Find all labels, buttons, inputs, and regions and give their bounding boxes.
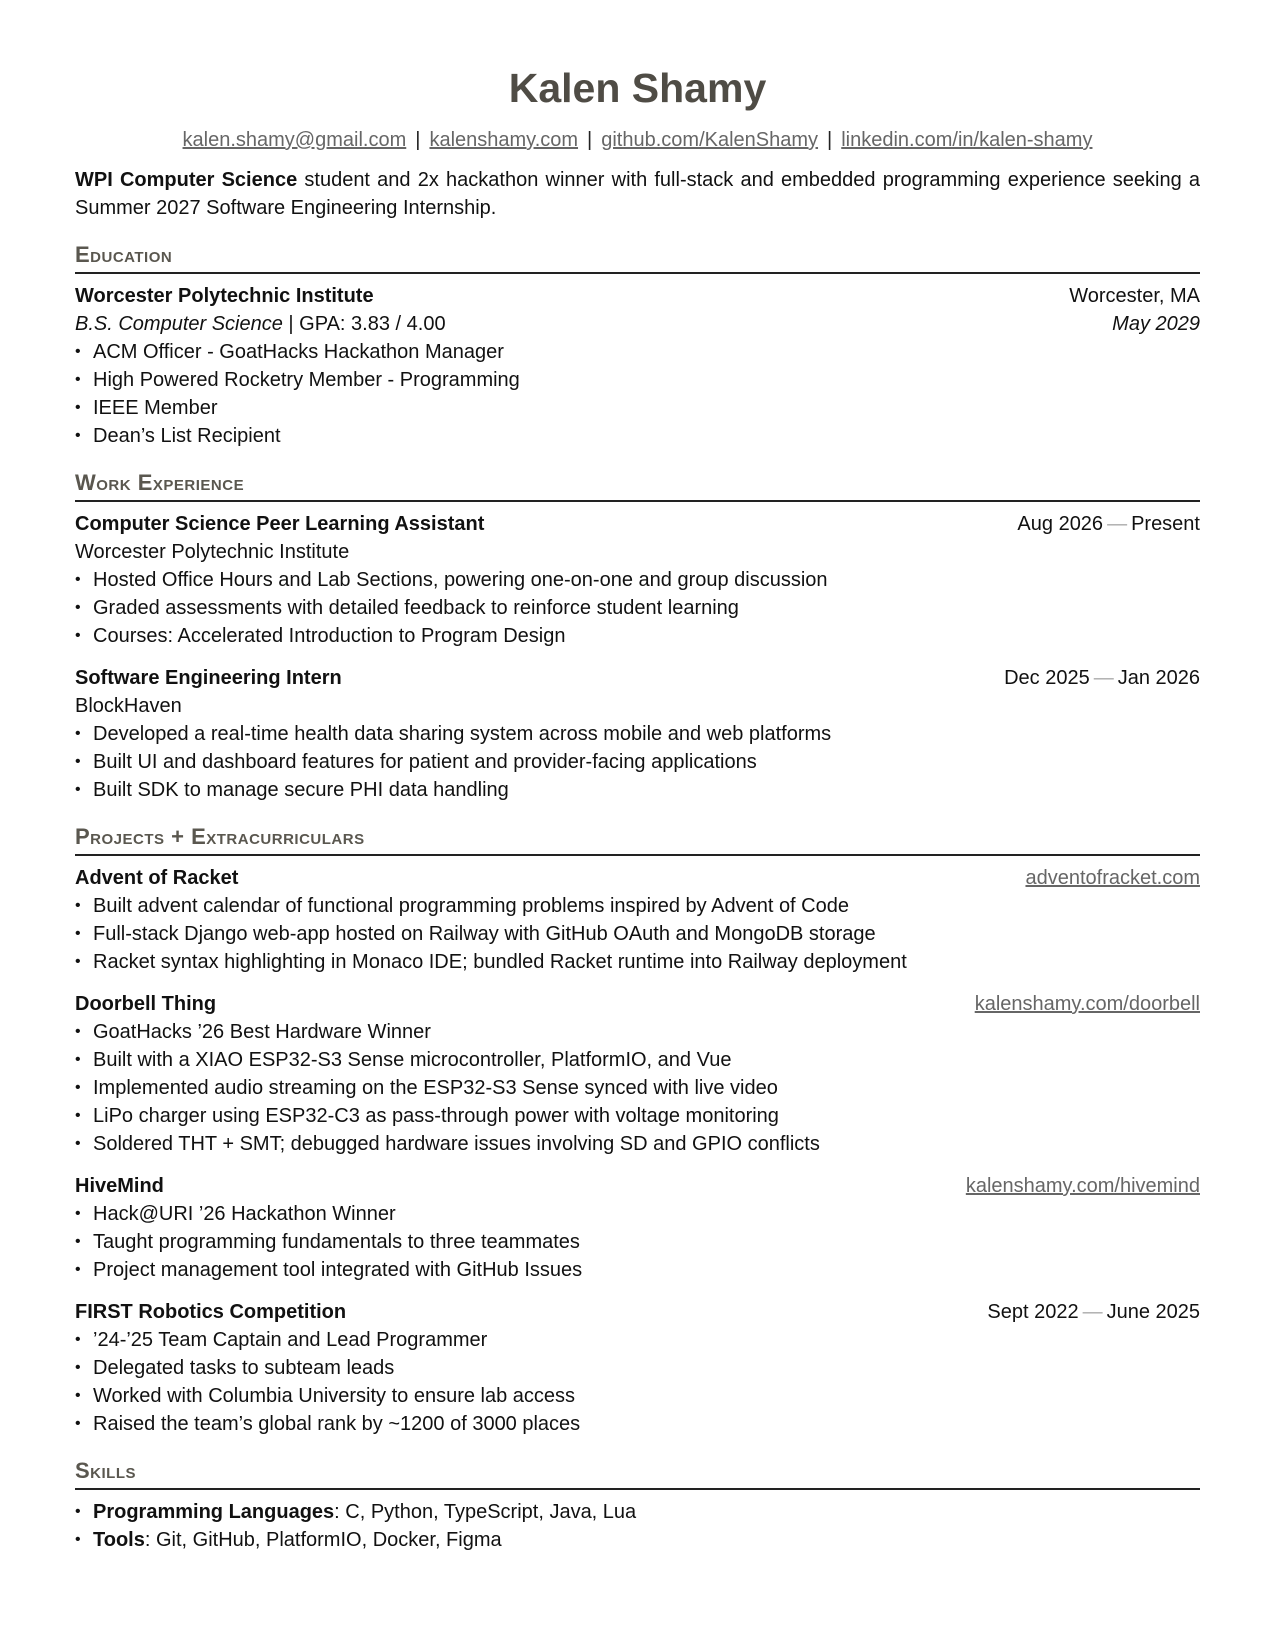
degree-line <box>75 310 446 338</box>
skill-label: Programming Languages <box>93 1501 335 1523</box>
job-dates: Aug 2026 — Present <box>1017 513 1200 535</box>
list-item: • Worked with Columbia University to ensure lab access <box>75 1382 1200 1410</box>
list-item: • Taught programming fundamentals to three teammates <box>75 1228 1200 1256</box>
linkedin-link[interactable]: linkedin.com/in/kalen-shamy <box>841 129 1093 151</box>
project-link[interactable]: kalenshamy.com/doorbell <box>974 993 1200 1015</box>
job-bullets <box>75 566 1200 650</box>
list-item: • High Powered Rocketry Member - Programming <box>75 366 1200 394</box>
school-location: Worcester, MA <box>1069 285 1200 307</box>
summary-highlight: WPI Computer Science <box>75 169 298 191</box>
project-entry <box>75 1172 1200 1284</box>
email-link[interactable]: kalen.shamy@gmail.com <box>182 129 407 151</box>
candidate-name: Kalen Shamy <box>508 65 767 111</box>
project-bullets <box>75 1326 1200 1438</box>
project-title: HiveMind <box>75 1175 164 1197</box>
project-link[interactable]: kalenshamy.com/hivemind <box>965 1175 1200 1197</box>
job-bullets <box>75 720 1200 804</box>
section-heading-skills: Skills <box>75 1456 1200 1490</box>
section-heading-work: Work Experience <box>75 468 1200 502</box>
list-item: • Hosted Office Hours and Lab Sections, powering one-on-one and group discussion <box>75 566 1200 594</box>
list-item <box>75 1526 1200 1554</box>
list-item: • GoatHacks ’26 Best Hardware Winner <box>75 1018 1200 1046</box>
list-item: • Full-stack Django web-app hosted on Railway with GitHub OAuth and MongoDB storage <box>75 920 1200 948</box>
contact-separator: | <box>415 129 421 151</box>
skill-value: : C, Python, TypeScript, Java, Lua <box>334 1501 637 1523</box>
contact-line <box>75 126 1200 154</box>
job-entry <box>75 510 1200 650</box>
job-dates: Dec 2025 — Jan 2026 <box>1004 667 1200 689</box>
project-entry <box>75 1298 1200 1438</box>
job-org: BlockHaven <box>75 695 182 717</box>
project-link[interactable]: adventofracket.com <box>1025 867 1200 889</box>
project-entry <box>75 990 1200 1158</box>
project-title: Advent of Racket <box>75 867 239 889</box>
list-item: • IEEE Member <box>75 394 1200 422</box>
skills-bullets <box>75 1498 1200 1554</box>
project-bullets <box>75 1200 1200 1284</box>
contact-separator: | <box>827 129 833 151</box>
list-item <box>75 1498 1200 1526</box>
github-link[interactable]: github.com/KalenShamy <box>601 129 819 151</box>
summary <box>75 166 1200 222</box>
job-title: Software Engineering Intern <box>75 667 342 689</box>
project-bullets <box>75 892 1200 976</box>
list-item: • Built UI and dashboard features for patient and provider-facing applications <box>75 748 1200 776</box>
skill-label: Tools <box>93 1529 145 1551</box>
project-bullets <box>75 1018 1200 1158</box>
list-item: • Built advent calendar of functional programming problems inspired by Advent of Code <box>75 892 1200 920</box>
skills-entry <box>75 1498 1200 1554</box>
skill-value: : Git, GitHub, PlatformIO, Docker, Figma <box>144 1529 502 1551</box>
education-entry <box>75 282 1200 450</box>
list-item: • Dean’s List Recipient <box>75 422 1200 450</box>
list-item: • Developed a real-time health data sharing system across mobile and web platforms <box>75 720 1200 748</box>
education-bullets <box>75 338 1200 450</box>
resume-page <box>75 60 1200 1554</box>
degree: B.S. Computer Science <box>75 313 283 335</box>
list-item: • Soldered THT + SMT; debugged hardware issues involving SD and GPIO conflicts <box>75 1130 1200 1158</box>
list-item: • Graded assessments with detailed feedback to reinforce student learning <box>75 594 1200 622</box>
list-item: • LiPo charger using ESP32-C3 as pass-through power with voltage monitoring <box>75 1102 1200 1130</box>
list-item: • Hack@URI ’26 Hackathon Winner <box>75 1200 1200 1228</box>
gpa: | GPA: 3.83 / 4.00 <box>282 313 446 335</box>
section-heading-education: Education <box>75 240 1200 274</box>
list-item: • Implemented audio streaming on the ESP32-S3 Sense synced with live video <box>75 1074 1200 1102</box>
list-item: • Built SDK to manage secure PHI data handling <box>75 776 1200 804</box>
project-title: FIRST Robotics Competition <box>75 1301 347 1323</box>
project-entry <box>75 864 1200 976</box>
section-heading-projects: Projects + Extracurriculars <box>75 822 1200 856</box>
school-name: Worcester Polytechnic Institute <box>75 285 374 307</box>
job-org: Worcester Polytechnic Institute <box>75 541 350 563</box>
list-item: • Courses: Accelerated Introduction to Program Design <box>75 622 1200 650</box>
list-item: • Project management tool integrated with GitHub Issues <box>75 1256 1200 1284</box>
project-title: Doorbell Thing <box>75 993 217 1015</box>
graduation-date: May 2029 <box>1112 313 1200 335</box>
job-entry <box>75 664 1200 804</box>
project-dates: Sept 2022 — June 2025 <box>987 1301 1200 1323</box>
summary-text: student and 2x hackathon winner with full-stack and embedded programming experience seeking a Summer 2027 Software Engineering Internship. <box>75 169 1200 219</box>
list-item: • Racket syntax highlighting in Monaco IDE; bundled Racket runtime into Railway deployment <box>75 948 1200 976</box>
list-item: • ’24-’25 Team Captain and Lead Programmer <box>75 1326 1200 1354</box>
job-title: Computer Science Peer Learning Assistant <box>75 513 485 535</box>
list-item: • Raised the team’s global rank by ~1200 of 3000 places <box>75 1410 1200 1438</box>
list-item: • Built with a XIAO ESP32-S3 Sense microcontroller, PlatformIO, and Vue <box>75 1046 1200 1074</box>
list-item: • Delegated tasks to subteam leads <box>75 1354 1200 1382</box>
list-item: • ACM Officer - GoatHacks Hackathon Manager <box>75 338 1200 366</box>
contact-separator: | <box>587 129 593 151</box>
website-link[interactable]: kalenshamy.com <box>429 129 579 151</box>
